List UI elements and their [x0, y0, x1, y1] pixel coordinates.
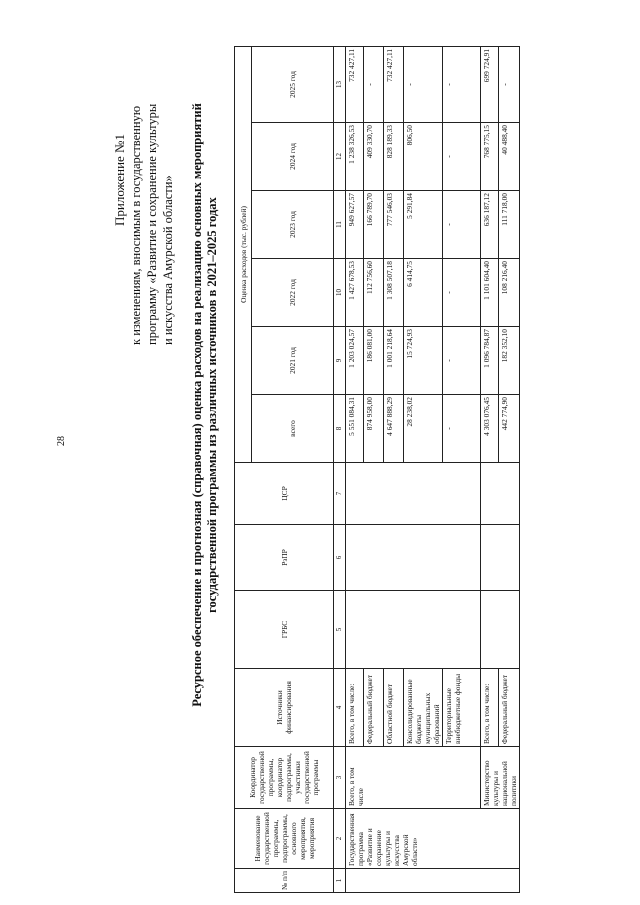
source-cell: Территориальные внебюджетные фонды: [443, 669, 481, 747]
rzpr-cell: [481, 525, 520, 591]
column-index: 2: [334, 809, 346, 869]
total-cell: 28 238,02: [404, 395, 443, 463]
y2024-cell: 828 189,33: [384, 123, 404, 191]
program-name-cell: Государственная программа «Развитие и сохранение культуры и искусства Амурской области»: [346, 809, 520, 869]
y2022-cell: 1 101 604,40: [481, 259, 499, 327]
y2023-cell: 777 546,03: [384, 191, 404, 259]
total-cell: 874 958,00: [364, 395, 384, 463]
column-index: 7: [334, 463, 346, 525]
rzpr-cell: [346, 525, 481, 591]
table-row: [481, 46, 499, 892]
grbs-cell: [346, 591, 481, 669]
heading-line-2: государственной программы из различных источников в 2021–2025 годах: [205, 197, 219, 613]
y2024-cell: 1 238 326,53: [346, 123, 364, 191]
y2025-cell: -: [404, 46, 443, 122]
y2023-cell: 5 291,84: [404, 191, 443, 259]
csr-cell: [481, 463, 520, 525]
appendix-block: [112, 15, 176, 345]
y2024-cell: 768 775,15: [481, 123, 499, 191]
appendix-line: программу «Развитие и сохранение культуры: [145, 103, 159, 345]
column-index: 4: [334, 669, 346, 747]
source-cell: Областной бюджет: [384, 669, 404, 747]
y2024-cell: 806,50: [404, 123, 443, 191]
column-index: 3: [334, 747, 346, 809]
y2022-cell: 1 427 678,53: [346, 259, 364, 327]
y2025-cell: 732 427,11: [346, 46, 364, 122]
y2021-cell: 15 724,93: [404, 327, 443, 395]
column-index: 8: [334, 395, 346, 463]
appendix-line: к изменениям, вносимым в государственную: [129, 105, 143, 345]
y2022-cell: 108 216,40: [499, 259, 520, 327]
y2022-cell: 1 308 507,18: [384, 259, 404, 327]
y2025-cell: -: [443, 46, 481, 122]
y2021-cell: 1 096 784,87: [481, 327, 499, 395]
y2025-cell: 732 427,11: [384, 46, 404, 122]
coordinator-cell: Всего, в том числе: [346, 747, 481, 809]
total-cell: 4 303 076,45: [481, 395, 499, 463]
column-index: 10: [334, 259, 346, 327]
row-num-cell: [346, 869, 520, 893]
source-cell: Федеральный бюджет: [499, 669, 520, 747]
header-estimate: Оценка расходов (тыс. рублей): [235, 46, 252, 462]
y2025-cell: -: [499, 46, 520, 122]
total-cell: 4 647 888,29: [384, 395, 404, 463]
header-name: Наименование государственной программы, подпрограммы, основного мероприятия, мероприятия: [235, 809, 334, 869]
column-index: 6: [334, 525, 346, 591]
column-index: 1: [334, 869, 346, 893]
source-cell: Всего, в том числе:: [346, 669, 364, 747]
y2022-cell: 112 756,60: [364, 259, 384, 327]
y2021-cell: 182 352,10: [499, 327, 520, 395]
page-number: 28: [56, 436, 67, 446]
y2024-cell: -: [443, 123, 481, 191]
header-num: № п/п: [235, 869, 334, 893]
y2022-cell: 6 414,75: [404, 259, 443, 327]
y2022-cell: -: [443, 259, 481, 327]
header-csr: ЦСР: [235, 463, 334, 525]
source-cell: Федеральный бюджет: [364, 669, 384, 747]
column-index: 9: [334, 327, 346, 395]
total-cell: 5 551 084,31: [346, 395, 364, 463]
column-index: 12: [334, 123, 346, 191]
header-2022: 2022 год: [252, 259, 334, 327]
column-index: 11: [334, 191, 346, 259]
y2025-cell: -: [364, 46, 384, 122]
y2024-cell: 409 330,70: [364, 123, 384, 191]
y2021-cell: 186 081,00: [364, 327, 384, 395]
column-index: 5: [334, 591, 346, 669]
source-cell: Всего, в том числе:: [481, 669, 499, 747]
y2023-cell: 636 187,12: [481, 191, 499, 259]
appendix-line: и искусства Амурской области»: [161, 175, 175, 345]
y2023-cell: 111 718,00: [499, 191, 520, 259]
expenses-table: [234, 46, 520, 893]
header-source: Источники финансирования: [235, 669, 334, 747]
header-rzpr: РзПР: [235, 525, 334, 591]
heading-line-1: Ресурсное обеспечение и прогнозная (справочная) оценка расходов на реализацию основных мероприятий: [190, 103, 204, 707]
document-heading: [190, 40, 220, 770]
header-2024: 2024 год: [252, 123, 334, 191]
header-2023: 2023 год: [252, 191, 334, 259]
y2023-cell: 166 789,70: [364, 191, 384, 259]
y2023-cell: 949 627,57: [346, 191, 364, 259]
appendix-title: Приложение №1: [112, 134, 127, 226]
y2021-cell: 1 001 218,64: [384, 327, 404, 395]
grbs-cell: [481, 591, 520, 669]
y2021-cell: -: [443, 327, 481, 395]
total-cell: -: [443, 395, 481, 463]
table-row: [346, 46, 364, 892]
column-index: 13: [334, 46, 346, 122]
total-cell: 442 774,90: [499, 395, 520, 463]
y2025-cell: 699 724,91: [481, 46, 499, 122]
csr-cell: [346, 463, 481, 525]
header-2025: 2025 год: [252, 46, 334, 122]
column-index-row: [334, 46, 346, 892]
source-cell: Консолидированные бюджеты муниципальных образований: [404, 669, 443, 747]
y2024-cell: 40 488,40: [499, 123, 520, 191]
header-coordinator: Координатор государственной программы, координатор подпрограммы, участники государственной программы: [235, 747, 334, 809]
header-grbs: ГРБС: [235, 591, 334, 669]
header-2021: 2021 год: [252, 327, 334, 395]
y2023-cell: -: [443, 191, 481, 259]
coordinator-cell: Министерство культуры и национальной политики: [481, 747, 520, 809]
y2021-cell: 1 203 024,57: [346, 327, 364, 395]
header-total: всего: [252, 395, 334, 463]
